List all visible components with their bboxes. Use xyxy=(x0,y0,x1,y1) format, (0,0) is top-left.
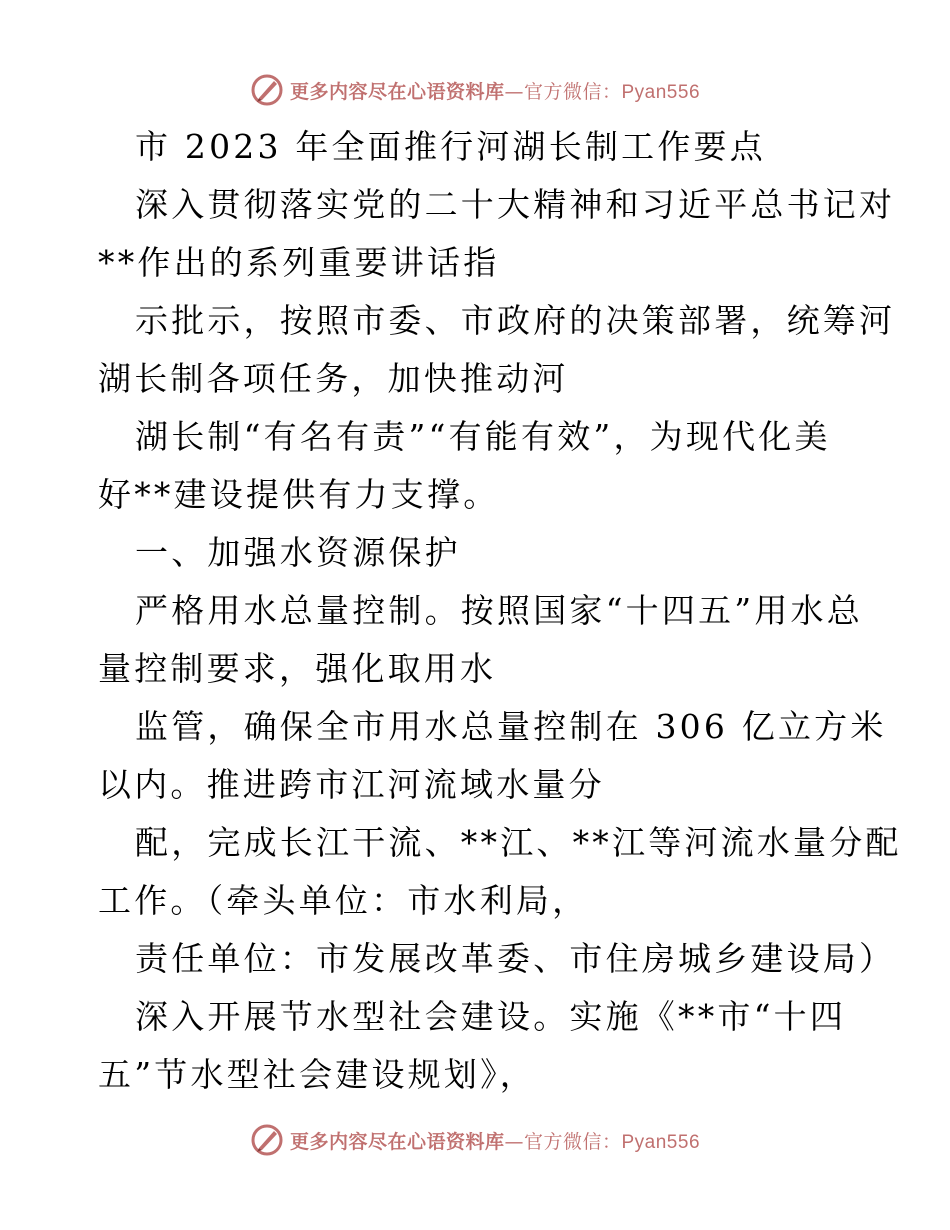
watermark-suffix: 官方微信： xyxy=(523,80,622,103)
paragraph-line: 以内。推进跨市江河流域水量分 xyxy=(98,765,605,804)
quill-pen-logo-icon xyxy=(250,73,284,107)
paragraph-line: 配，完成长江干流、**江、**江等河流水量分配 xyxy=(135,823,902,862)
paragraph-line: 责任单位：市发展改革委、市住房城乡建设局） xyxy=(135,939,896,978)
paragraph-line: 工作。（牵头单位：市水利局， xyxy=(98,881,589,920)
paragraph-line: 湖长制“有名有责”“有能有效”，为现代化美 xyxy=(135,417,831,456)
section-heading: 一、加强水资源保护 xyxy=(135,533,461,572)
watermark-separator: — xyxy=(504,1130,524,1153)
watermark-banner-top xyxy=(0,70,950,110)
paragraph-line: 示批示，按照市委、市政府的决策部署，统筹河 xyxy=(135,301,896,340)
document-body xyxy=(98,118,902,1104)
document-title: 市 2023 年全面推行河湖长制工作要点 xyxy=(135,127,766,166)
paragraph-line: 深入开展节水型社会建设。实施《**市“十四 xyxy=(135,997,847,1036)
watermark-brand: 更多内容尽在心语资料库 xyxy=(289,80,505,103)
watermark-brand: 更多内容尽在心语资料库 xyxy=(289,1130,505,1153)
paragraph-line: 监管，确保全市用水总量控制在 306 亿立方米 xyxy=(135,707,887,746)
watermark-account: Pyan556 xyxy=(621,1131,701,1153)
watermark-separator: — xyxy=(504,80,524,103)
quill-pen-logo-icon xyxy=(250,1123,284,1157)
paragraph-line: 量控制要求，强化取用水 xyxy=(98,649,497,688)
watermark-banner-bottom xyxy=(0,1120,950,1160)
watermark-text xyxy=(290,1127,700,1154)
paragraph-line: 五”节水型社会建设规划》， xyxy=(98,1055,536,1094)
paragraph-line: 严格用水总量控制。按照国家“十四五”用水总 xyxy=(135,591,863,630)
paragraph-line: **作出的系列重要讲话指 xyxy=(98,243,500,282)
watermark-suffix: 官方微信： xyxy=(523,1130,622,1153)
paragraph-line: 好**建设提供有力支撑。 xyxy=(98,475,500,514)
watermark-account: Pyan556 xyxy=(621,81,701,103)
paragraph-line: 深入贯彻落实党的二十大精神和习近平总书记对 xyxy=(135,185,896,224)
watermark-text xyxy=(290,77,700,104)
paragraph-line: 湖长制各项任务，加快推动河 xyxy=(98,359,569,398)
